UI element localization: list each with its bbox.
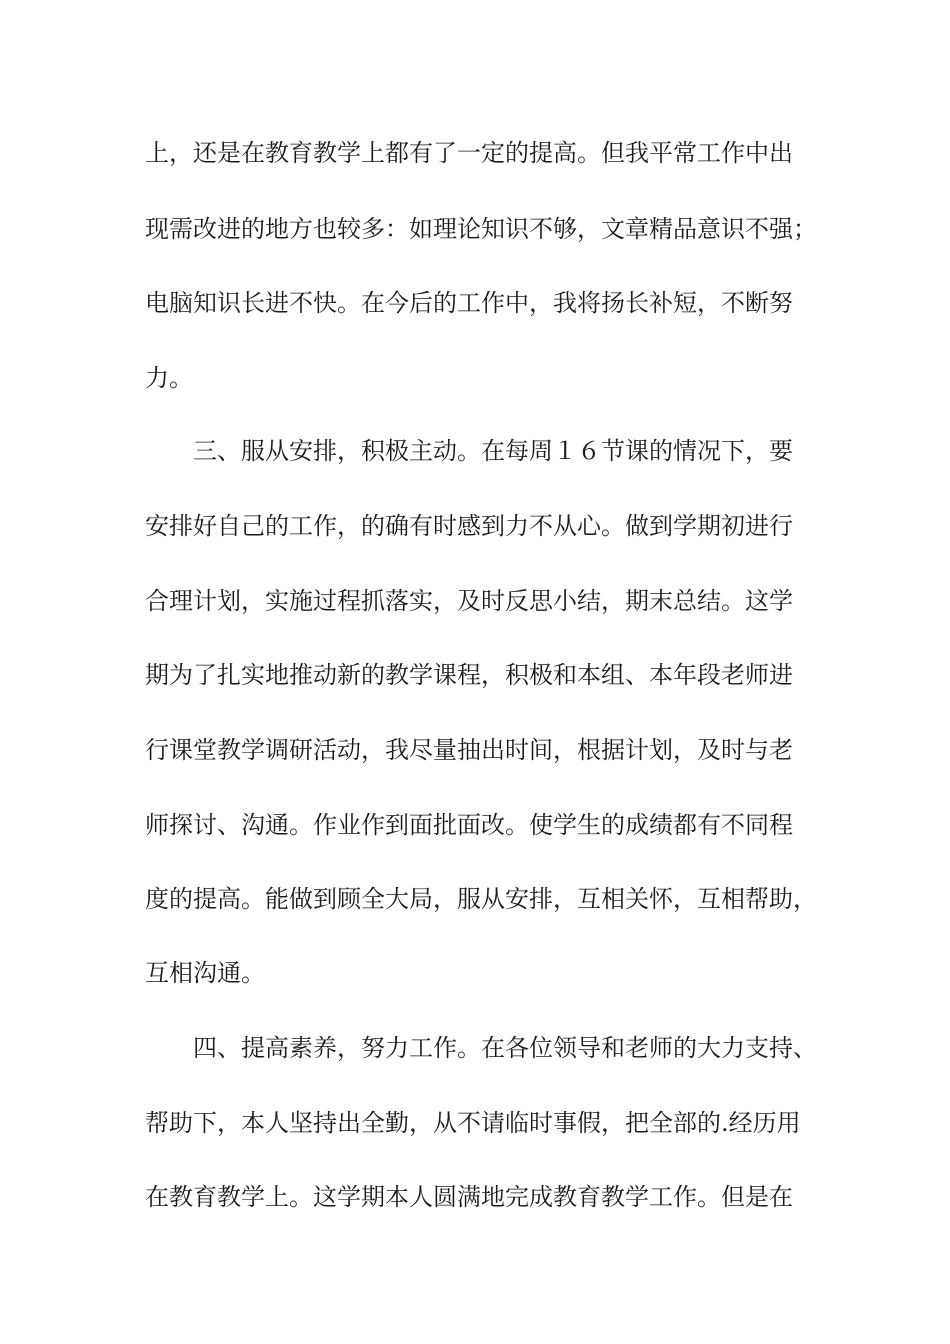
text-line: 电脑知识长进不快。在今后的工作中，我将扬长补短，不断努 bbox=[145, 289, 793, 317]
paragraph-heading-line: 三、服从安排，积极主动。在每周１６节课的情况下，要 bbox=[193, 437, 793, 465]
text-line: 互相沟通。 bbox=[145, 959, 265, 987]
paragraph-heading-line: 四、提高素养，努力工作。在各位领导和老师的大力支持、 bbox=[193, 1034, 817, 1062]
text-line: 度的提高。能做到顾全大局，服从安排，互相关怀，互相帮助， bbox=[145, 885, 817, 913]
text-line: 在教育教学上。这学期本人圆满地完成教育教学工作。但是在 bbox=[145, 1183, 793, 1211]
text-line: 合理计划，实施过程抓落实，及时反思小结，期末总结。这学 bbox=[145, 587, 793, 615]
text-line: 力。 bbox=[145, 364, 193, 392]
text-line: 师探讨、沟通。作业作到面批面改。使学生的成绩都有不同程 bbox=[145, 811, 793, 839]
text-line: 期为了扎实地推动新的教学课程，积极和本组、本年段老师进 bbox=[145, 661, 793, 689]
text-line: 现需改进的地方也较多：如理论知识不够，文章精品意识不强； bbox=[145, 215, 817, 243]
text-line: 帮助下，本人坚持出全勤，从不请临时事假，把全部的.经历用 bbox=[145, 1109, 801, 1137]
text-line: 行课堂教学调研活动，我尽量抽出时间，根据计划，及时与老 bbox=[145, 736, 793, 764]
text-line: 上，还是在教育教学上都有了一定的提高。但我平常工作中出 bbox=[145, 139, 793, 167]
text-line: 安排好自己的工作，的确有时感到力不从心。做到学期初进行 bbox=[145, 512, 793, 540]
